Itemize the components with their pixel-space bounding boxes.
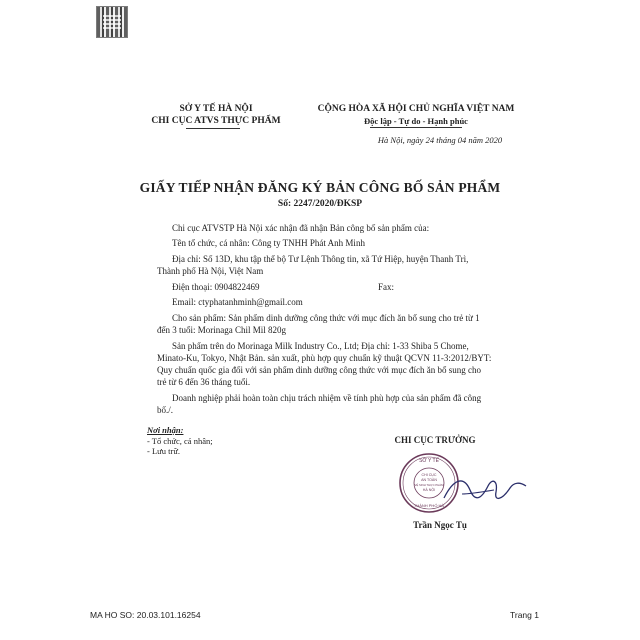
product-line-2: đến 3 tuổi: Morinaga Chil Mil 820g bbox=[157, 325, 286, 335]
manufacturer-line-4: trẻ từ 6 đến 36 tháng tuổi. bbox=[157, 377, 251, 387]
manufacturer-line-2: Minato-Ku, Tokyo, Nhật Bản. sản xuất, phù hợp quy chuẩn kỹ thuật QCVN 11-3:2012/BYT: bbox=[157, 353, 492, 363]
recipients-block bbox=[147, 425, 287, 457]
manufacturer-line-3: Quy chuẩn quốc gia đối với sản phẩm dinh dưỡng công thức với mục đích ăn bổ sung cho bbox=[157, 365, 481, 375]
header-left bbox=[146, 103, 286, 127]
product-line-1: Cho sản phẩm: Sản phẩm dinh dưỡng công thức với mục đích ăn bổ sung cho trẻ từ 1 bbox=[172, 313, 480, 323]
signer-name: Trần Ngọc Tụ bbox=[413, 520, 467, 530]
header-left-rule bbox=[186, 128, 240, 129]
svg-text:HÀ NỘI: HÀ NỘI bbox=[422, 488, 436, 492]
national-motto: Độc lập - Tự do - Hạnh phúc bbox=[364, 116, 468, 126]
signer-title: CHI CỤC TRƯỞNG bbox=[394, 435, 476, 445]
svg-text:THÀNH PHỐ HÀ: THÀNH PHỐ HÀ bbox=[413, 503, 445, 508]
date-line: Hà Nội, ngày 24 tháng 04 năm 2020 bbox=[377, 135, 503, 145]
address-line-1: Địa chỉ: Số 13D, khu tập thể bộ Tư Lệnh Thông tin, xã Tứ Hiệp, huyện Thanh Trì, bbox=[172, 254, 469, 264]
email-line: Email: ctyphatanhminh@gmail.com bbox=[172, 297, 303, 307]
header-right-rule bbox=[370, 127, 462, 128]
document-title: GIẤY TIẾP NHẬN ĐĂNG KÝ BẢN CÔNG BỐ SẢN PHẨM bbox=[139, 180, 501, 195]
national-title: CỘNG HÒA XÃ HỘI CHỦ NGHĨA VIỆT NAM bbox=[317, 104, 515, 114]
file-code: MA HO SO: 20.03.101.16254 bbox=[90, 610, 201, 620]
qr-code bbox=[96, 6, 128, 38]
responsibility-line-1: Doanh nghiệp phải hoàn toàn chịu trách nhiệm về tính phù hợp của sản phẩm đã công bbox=[172, 393, 482, 403]
recipients-heading: Nơi nhận: bbox=[147, 425, 184, 435]
recipient-item: - Lưu trữ. bbox=[147, 446, 181, 456]
intro-text: Chi cục ATVSTP Hà Nội xác nhận đã nhận Bản công bố sản phẩm của: bbox=[172, 223, 430, 233]
phone-line: Điện thoại: 0904822469 bbox=[172, 282, 260, 292]
fax-line: Fax: bbox=[378, 282, 395, 292]
page-number: Trang 1 bbox=[510, 610, 539, 620]
svg-text:VỆ SINH THỰC PHẨM: VỆ SINH THỰC PHẨM bbox=[414, 483, 444, 487]
svg-text:CHI CỤC: CHI CỤC bbox=[421, 473, 437, 477]
responsibility-line-2: bố./. bbox=[157, 405, 174, 415]
recipient-item: - Tổ chức, cá nhân; bbox=[147, 435, 213, 446]
svg-text:SỞ Y TẾ: SỞ Y TẾ bbox=[419, 458, 439, 464]
manufacturer-line-1: Sản phẩm trên do Morinaga Milk Industry Co., Ltd; Địa chỉ: 1-33 Shiba 5 Chome, bbox=[172, 341, 469, 351]
agency-parent: SỞ Y TẾ HÀ NỘI bbox=[179, 104, 253, 114]
svg-text:AN TOÀN: AN TOÀN bbox=[421, 478, 437, 482]
agency-name: CHI CỤC ATVS THỰC PHẨM bbox=[151, 116, 281, 126]
document-number: Số: 2247/2020/ĐKSP bbox=[277, 199, 363, 209]
address-line-2: Thành phố Hà Nội, Việt Nam bbox=[157, 266, 264, 276]
handwritten-signature bbox=[440, 468, 530, 513]
organization-line: Tên tổ chức, cá nhân: Công ty TNHH Phát Anh Minh bbox=[172, 238, 365, 248]
header-right bbox=[300, 103, 532, 127]
